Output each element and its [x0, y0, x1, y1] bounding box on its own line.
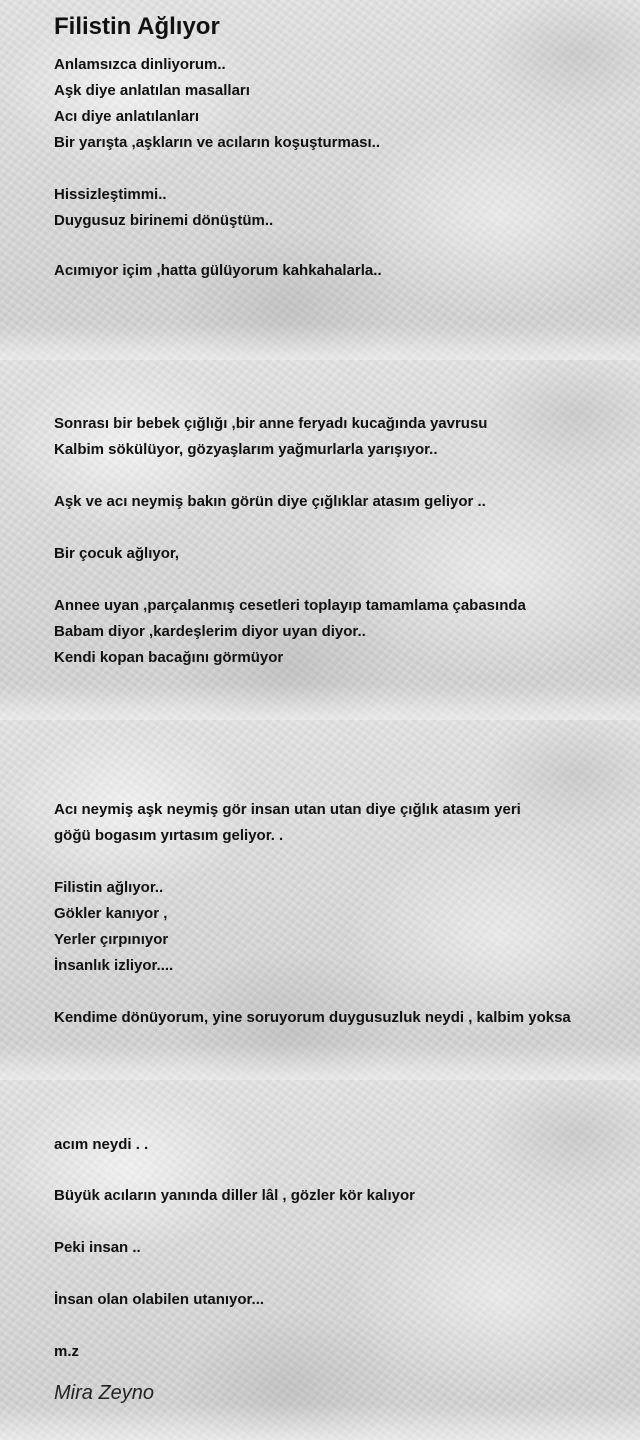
poem-line: Acı neymiş aşk neymiş gör insan utan utan diye çığlık atasım yeri — [54, 801, 521, 818]
poem-line: Sonrası bir bebek çığlığı ,bir anne feryadı kucağında yavrusu — [54, 415, 488, 432]
stanza-5 — [54, 489, 486, 515]
stanza-3 — [54, 258, 382, 284]
poem-line: Yerler çırpınıyor — [54, 931, 169, 948]
poem-line: Kendime dönüyorum, yine soruyorum duygusuzluk neydi , kalbim yoksa — [54, 1009, 571, 1026]
poem-line: Babam diyor ,kardeşlerim diyor uyan diyor.. — [54, 623, 366, 640]
poem-line: İnsan olan olabilen utanıyor... — [54, 1291, 265, 1308]
stanza-14 — [54, 1287, 264, 1313]
poem-line: Filistin ağlıyor.. — [54, 879, 164, 896]
poem-line: Kendi kopan bacağını görmüyor — [54, 649, 284, 666]
stanza-13 — [54, 1235, 141, 1261]
poem-line: göğü bogasım yırtasım geliyor. . — [54, 827, 284, 844]
stanza-2 — [54, 182, 273, 234]
poem-line: Gökler kanıyor , — [54, 905, 168, 922]
stanza-6 — [54, 541, 179, 567]
poem-line: Kalbim sökülüyor, gözyaşlarım yağmurlarla yarışıyor.. — [54, 441, 438, 458]
poem-line: acım neydi . . — [54, 1136, 149, 1153]
stanza-4 — [54, 411, 487, 463]
poem-line: Anlamsızca dinliyorum.. — [54, 56, 226, 73]
poem-line: Aşk diye anlatılan masalları — [54, 82, 250, 99]
poem-line: Bir yarışta ,aşkların ve acıların koşuşturması.. — [54, 134, 381, 151]
stanza-15 — [54, 1339, 79, 1365]
stanza-1 — [54, 52, 380, 156]
author-signature: Mira Zeyno — [54, 1382, 155, 1404]
stanza-10 — [54, 1005, 571, 1031]
poem-line: Bir çocuk ağlıyor, — [54, 545, 180, 562]
poem-line: Hissizleştimmi.. — [54, 186, 167, 203]
poem-line: Peki insan .. — [54, 1239, 141, 1256]
poem-line: İnsanlık izliyor.... — [54, 957, 174, 974]
stanza-7 — [54, 593, 526, 671]
poem-title: Filistin Ağlıyor — [54, 13, 220, 40]
poem-line: Büyük acıların yanında diller lâl , gözler kör kalıyor — [54, 1187, 415, 1204]
poem-line: m.z — [54, 1343, 80, 1360]
poem-line: Aşk ve acı neymiş bakın görün diye çığlıklar atasım geliyor .. — [54, 493, 486, 510]
stanza-12 — [54, 1183, 415, 1209]
poem-line: Annee uyan ,parçalanmış cesetleri toplayıp tamamlama çabasında — [54, 597, 526, 614]
stanza-9 — [54, 875, 173, 979]
poem-line: Acı diye anlatılanları — [54, 108, 200, 125]
poem-line: Duygusuz birinemi dönüştüm.. — [54, 212, 274, 229]
poem-line: Acımıyor içim ,hatta gülüyorum kahkahalarla.. — [54, 262, 382, 279]
stanza-11 — [54, 1132, 148, 1158]
stanza-8 — [54, 797, 521, 849]
